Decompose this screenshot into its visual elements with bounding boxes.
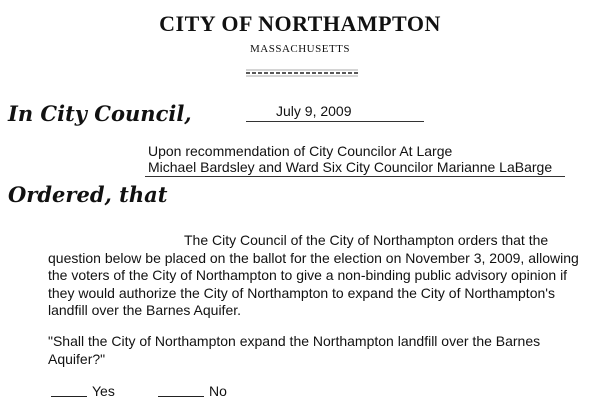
ordered-heading: Ordered, that xyxy=(8,182,168,207)
no-blank-line xyxy=(158,381,204,397)
council-heading: In City Council, xyxy=(8,101,192,126)
order-paragraph: The City Council of the City of Northampton orders that the question below be placed on the ballot for the election on November 3, 2009, allowing the voters of the City of Northampton to give a non-binding public advisory opinion if they would authorize the City of Northampton to expand the City of Northampton's landfill over the Barnes Aquifer. xyxy=(48,232,579,319)
recommendation-line-2: Michael Bardsley and Ward Six City Councilor Marianne LaBarge xyxy=(148,159,553,175)
yes-option-label: Yes xyxy=(92,383,115,399)
yes-blank-line xyxy=(51,381,87,397)
ornamental-divider xyxy=(244,66,360,80)
city-title: CITY OF NORTHAMPTON xyxy=(159,11,441,36)
recommendation-line-1: Upon recommendation of City Councilor At Large xyxy=(148,143,453,159)
ballot-question: "Shall the City of Northampton expand the Northampton landfill over the Barnes Aquifer?" xyxy=(48,333,541,367)
order-date: July 9, 2009 xyxy=(276,103,352,119)
state-subtitle: MASSACHUSETTS xyxy=(249,43,351,55)
no-option-label: No xyxy=(209,383,227,399)
date-underline xyxy=(246,121,424,122)
recommendation-underline xyxy=(145,176,565,177)
